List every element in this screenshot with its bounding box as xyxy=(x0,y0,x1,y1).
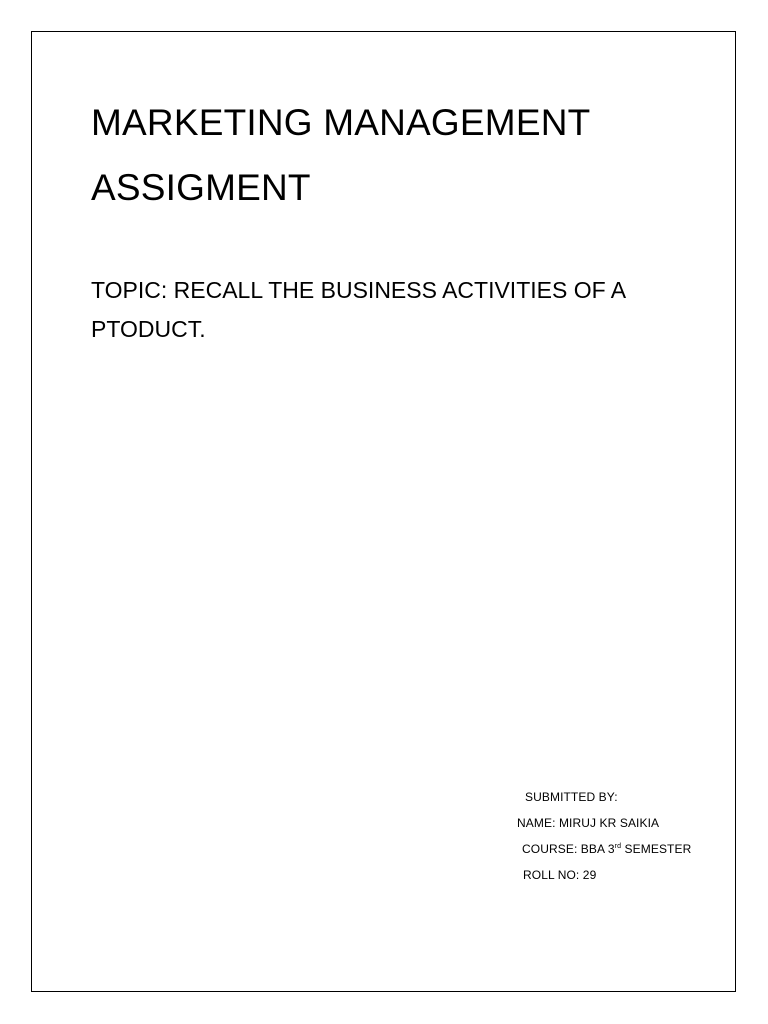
document-title-line-1: MARKETING MANAGEMENT xyxy=(91,102,591,143)
document-title-line-2: ASSIGMENT xyxy=(91,167,311,208)
course-prefix: COURSE: BBA 3 xyxy=(522,842,615,856)
student-name: NAME: MIRUJ KR SAIKIA xyxy=(517,816,660,830)
course-suffix: SEMESTER xyxy=(621,842,692,856)
course-ordinal-superscript: rd xyxy=(614,843,622,850)
submitted-by-label: SUBMITTED BY: xyxy=(525,790,618,804)
roll-number: ROLL NO: 29 xyxy=(523,868,597,882)
topic-line-1: TOPIC: RECALL THE BUSINESS ACTIVITIES OF A xyxy=(91,277,627,303)
topic-line-2: PTODUCT. xyxy=(91,316,206,342)
course-info xyxy=(522,841,691,857)
